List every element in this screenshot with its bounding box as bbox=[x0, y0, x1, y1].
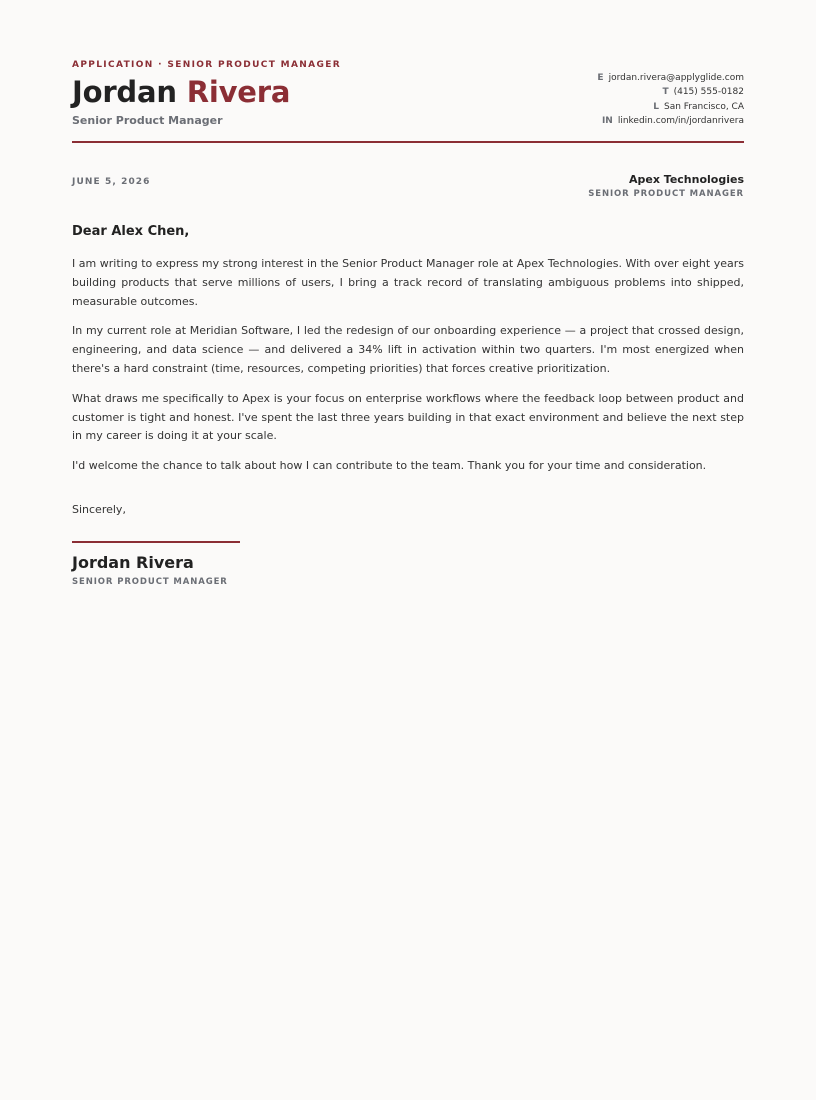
letter-date: JUNE 5, 2026 bbox=[72, 177, 151, 187]
body-paragraph: What draws me specifically to Apex is your focus on enterprise workflows where the feedback loop between product and customer is tight and honest. I've spent the last three years building in that exact environment and believe the next step in my career is doing it at your scale. bbox=[72, 391, 744, 443]
applicant-name bbox=[72, 75, 341, 109]
contact-email bbox=[597, 71, 744, 85]
signature-divider bbox=[72, 541, 240, 543]
contact-value: San Francisco, CA bbox=[664, 101, 744, 112]
contact-key: T bbox=[662, 87, 669, 98]
contact-key: E bbox=[597, 73, 604, 83]
contact-list bbox=[597, 71, 744, 129]
recipient-block bbox=[588, 173, 744, 201]
recipient-title: SENIOR PRODUCT MANAGER bbox=[588, 189, 744, 199]
closing: Sincerely, bbox=[72, 502, 126, 516]
body-paragraph: I am writing to express my strong interest in the Senior Product Manager role at Apex Technologies. With over eight years building products that serve millions of users, I bring a track record of translating ambiguous problems into shipped, measurable outcomes. bbox=[72, 257, 744, 308]
signature-name: Jordan Rivera bbox=[72, 552, 194, 572]
letter-header bbox=[72, 59, 744, 141]
body-paragraph: In my current role at Meridian Software, I led the redesign of our onboarding experience — a project that crossed design, engineering, and data science — and delivered a 34% lift in activation within two quarters. I'm most energized when there's a hard constraint (time, resources, competing priorities) that forces creative prioritization. bbox=[72, 324, 744, 375]
contact-location bbox=[597, 100, 744, 114]
salutation: Dear Alex Chen, bbox=[72, 224, 190, 239]
recipient-company: Apex Technologies bbox=[629, 173, 744, 186]
contact-key: L bbox=[653, 101, 659, 112]
contact-value: jordan.rivera@applyglide.com bbox=[608, 73, 744, 83]
last-name: Rivera bbox=[186, 75, 291, 109]
identity-block bbox=[72, 59, 341, 128]
header-divider bbox=[72, 141, 744, 143]
letter-body bbox=[72, 255, 744, 476]
application-eyebrow: APPLICATION · SENIOR PRODUCT MANAGER bbox=[72, 60, 342, 70]
contact-key: IN bbox=[601, 116, 613, 127]
applicant-role: Senior Product Manager bbox=[72, 114, 223, 127]
body-paragraph: I'd welcome the chance to talk about how I can contribute to the team. Thank you for your time and consideration. bbox=[72, 459, 707, 473]
contact-value: (415) 555-0182 bbox=[673, 87, 744, 98]
contact-value: linkedin.com/in/jordanrivera bbox=[617, 116, 744, 127]
signature-title: SENIOR PRODUCT MANAGER bbox=[72, 576, 228, 587]
letter-meta bbox=[72, 173, 744, 201]
contact-linkedin bbox=[597, 114, 744, 128]
first-name: Jordan bbox=[72, 75, 177, 109]
contact-phone bbox=[597, 85, 744, 99]
